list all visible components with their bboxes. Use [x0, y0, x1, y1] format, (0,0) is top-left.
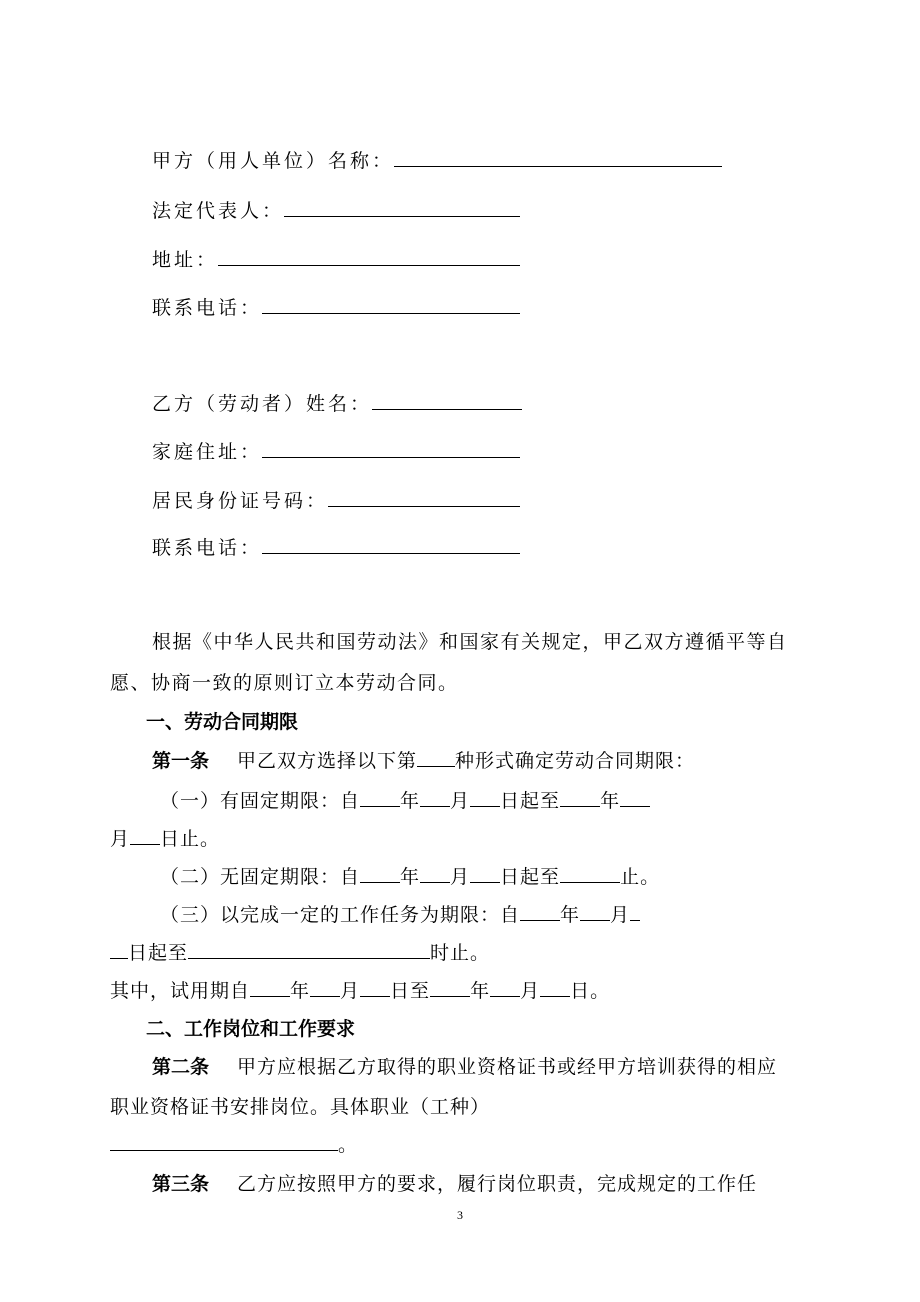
article-3-line-1: 乙方应按照甲方的要求，履行岗位职责，完成规定的工作任 [237, 1173, 758, 1195]
opt2-from-to-text: 日起至 [500, 866, 561, 888]
article-1-row [152, 746, 695, 775]
article-2-line-1: 甲方应根据乙方取得的职业资格证书或经甲方培训获得的相应 [237, 1056, 778, 1078]
article-2-row [152, 1053, 777, 1081]
option-3-row [160, 900, 640, 929]
article-3-row [152, 1170, 757, 1198]
prob-end-month-text: 月 [520, 980, 541, 1002]
opt1-end-month-field[interactable] [620, 786, 650, 807]
opt3-year-text: 年 [560, 904, 581, 926]
article-1-text-post: 种形式确定劳动合同期限： [455, 750, 696, 772]
party-a-name-label: 甲方（用人单位）名称： [152, 150, 395, 172]
prob-start-month-field[interactable] [310, 976, 340, 997]
opt1-end-year-field[interactable] [560, 786, 600, 807]
opt1-end-year-text: 年 [600, 790, 621, 812]
opt1-day-until-text: 日止。 [160, 828, 221, 850]
party-a-rep-label: 法定代表人： [152, 200, 285, 222]
party-b-home-label: 家庭住址： [152, 441, 263, 463]
opt3-start-month-field[interactable] [580, 900, 610, 921]
option-1-text: （一）有固定期限：自 [160, 790, 361, 812]
prob-month-text: 月 [340, 980, 361, 1002]
article-1-label: 第一条 [152, 750, 210, 772]
party-a-rep-row [152, 196, 520, 225]
opt2-start-year-field[interactable] [360, 862, 400, 883]
party-b-id-row [152, 486, 520, 515]
party-a-address-field[interactable] [218, 245, 520, 266]
opt2-start-month-field[interactable] [420, 862, 450, 883]
prob-day-end-text: 日。 [570, 980, 611, 1002]
opt3-from-to-text: 日起至 [128, 942, 189, 964]
article-2-end: 。 [338, 1134, 359, 1156]
term-type-field[interactable] [417, 746, 455, 767]
intro-line-1: 根据《中华人民共和国劳动法》和国家有关规定，甲乙双方遵循平等自 [152, 631, 788, 653]
party-a-address-row [152, 245, 520, 274]
option-3-text: （三）以完成一定的工作任务为期限：自 [160, 904, 521, 926]
party-a-name-field[interactable] [394, 146, 722, 167]
opt3-start-day-field-b[interactable] [110, 938, 128, 959]
opt1-start-day-field[interactable] [470, 786, 500, 807]
opt1-month-text: 月 [450, 790, 471, 812]
party-b-phone-row [152, 533, 520, 562]
party-b-id-label: 居民身份证号码： [152, 490, 329, 512]
article-2-line-3 [110, 1130, 358, 1159]
party-b-name-label: 乙方（劳动者）姓名： [152, 393, 373, 415]
page-number: 3 [457, 1208, 463, 1222]
opt2-end-field[interactable] [560, 862, 620, 883]
opt2-month-text: 月 [450, 866, 471, 888]
opt2-year-text: 年 [400, 866, 421, 888]
prob-end-year-text: 年 [470, 980, 491, 1002]
article-2-label: 第二条 [152, 1056, 210, 1078]
opt2-start-day-field[interactable] [470, 862, 500, 883]
opt1-from-to-text: 日起至 [500, 790, 561, 812]
probation-row [110, 976, 610, 1005]
opt1-end-day-field[interactable] [130, 824, 160, 845]
prob-start-year-field[interactable] [250, 976, 290, 997]
opt3-end-field[interactable] [188, 938, 430, 959]
party-b-phone-field[interactable] [262, 533, 520, 554]
opt2-until-text: 止。 [620, 866, 661, 888]
option-1-row [160, 786, 650, 815]
party-b-name-field[interactable] [372, 389, 522, 410]
opt3-start-year-field[interactable] [520, 900, 560, 921]
party-b-id-field[interactable] [328, 486, 520, 507]
party-a-address-label: 地址： [152, 249, 219, 271]
prob-start-day-field[interactable] [360, 976, 390, 997]
option-2-text: （二）无固定期限：自 [160, 866, 361, 888]
party-a-phone-field[interactable] [262, 293, 520, 314]
probation-text: 其中，试用期自 [110, 980, 251, 1002]
option-3-row-cont [110, 938, 490, 967]
prob-end-year-field[interactable] [430, 976, 470, 997]
opt1-year-text: 年 [400, 790, 421, 812]
section-1-heading: 一、劳动合同期限 [146, 711, 299, 733]
prob-year-text: 年 [290, 980, 311, 1002]
party-b-home-field[interactable] [262, 437, 520, 458]
party-b-home-row [152, 437, 520, 466]
opt1-start-year-field[interactable] [360, 786, 400, 807]
party-a-phone-row [152, 293, 520, 322]
prob-to-text: 日至 [390, 980, 431, 1002]
opt3-month-text: 月 [610, 904, 631, 926]
prob-end-month-field[interactable] [490, 976, 520, 997]
article-3-label: 第三条 [152, 1173, 210, 1195]
party-b-name-row [152, 389, 522, 418]
opt1-start-month-field[interactable] [420, 786, 450, 807]
party-a-name-row [152, 146, 722, 175]
opt1-end-month-text: 月 [110, 828, 131, 850]
section-2-heading: 二、工作岗位和工作要求 [146, 1018, 356, 1040]
job-type-field[interactable] [110, 1130, 338, 1151]
opt3-time-until-text: 时止。 [430, 942, 491, 964]
opt3-start-day-field-a[interactable] [630, 900, 640, 921]
party-b-phone-label: 联系电话： [152, 537, 263, 559]
intro-line-2: 愿、协商一致的原则订立本劳动合同。 [110, 672, 459, 694]
option-2-row [160, 862, 660, 891]
prob-end-day-field[interactable] [540, 976, 570, 997]
option-1-row-cont [110, 824, 220, 853]
article-1-text-pre: 甲乙双方选择以下第 [237, 750, 418, 772]
party-a-rep-field[interactable] [284, 196, 520, 217]
article-2-line-2: 职业资格证书安排岗位。具体职业（工种） [110, 1096, 491, 1118]
party-a-phone-label: 联系电话： [152, 297, 263, 319]
